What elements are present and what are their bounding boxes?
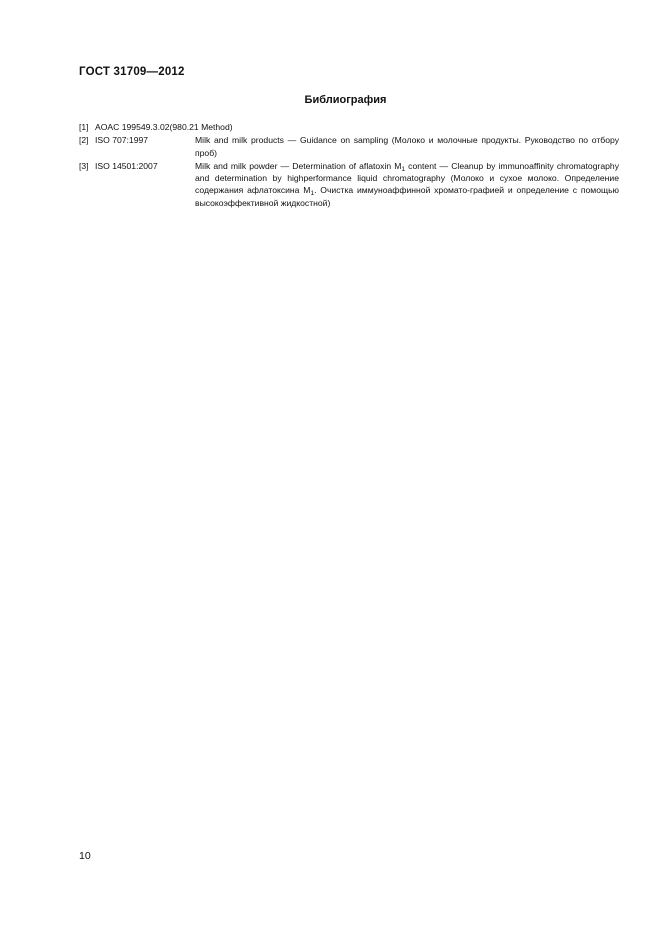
bibliography-entry-title xyxy=(195,160,619,209)
title-text: . Очистка иммуноаффинной хромато-графией и определение с помощью высокоэффективной жидкостной) xyxy=(195,185,619,208)
title-text: Milk and milk powder — Determination of aflatoxin M xyxy=(195,160,402,171)
bibliography-heading-text: Библиография xyxy=(304,94,387,106)
document-standard-id: ГОСТ 31709—2012 xyxy=(79,66,185,78)
bibliography-entry-1 xyxy=(79,121,619,133)
bibliography-heading xyxy=(0,94,661,106)
subscript: 1 xyxy=(310,190,315,198)
bibliography-entry-number: [3] xyxy=(79,160,89,171)
bibliography-entry-number: [1] xyxy=(79,122,89,132)
bibliography-entry-code: AOAC 199549.3.02(980.21 Method) xyxy=(95,122,233,132)
page-number: 10 xyxy=(79,850,91,862)
bibliography-entry-title: Milk and milk products — Guidance on sampling (Молоко и молочные продукты. Руководство по отбору проб) xyxy=(195,135,619,158)
title-text: content — Cleanup by immunoaffinity chromatography and determination by highperformance liquid chromatography (Молоко и сухое молоко. Определение содержания афлатоксина M xyxy=(195,160,619,196)
bibliography-entry-code: ISO 14501:2007 xyxy=(95,160,158,171)
bibliography-entry-3 xyxy=(79,160,619,209)
bibliography-entry-code: ISO 707:1997 xyxy=(95,135,149,146)
bibliography-entry-number: [2] xyxy=(79,135,89,146)
bibliography-entry-2 xyxy=(79,134,619,159)
bibliography-list xyxy=(79,121,619,210)
subscript: 1 xyxy=(401,165,406,173)
